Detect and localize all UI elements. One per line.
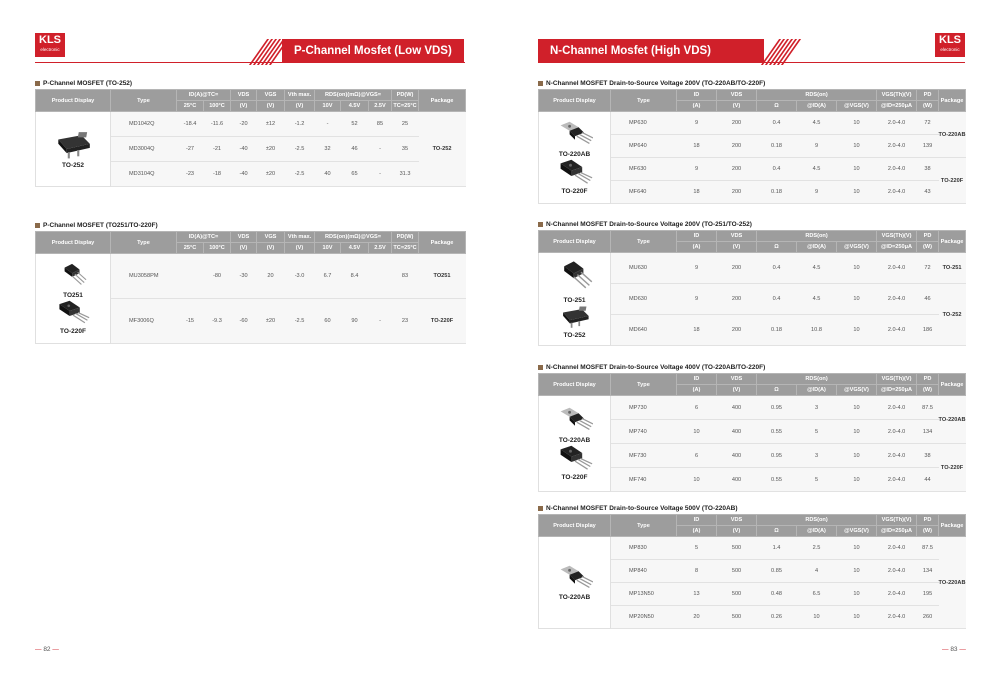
banner-title: P-Channel Mosfet (Low VDS) bbox=[294, 45, 452, 57]
package-cell: TO-220AB bbox=[939, 112, 966, 158]
package-image: TO-220AB TO-220F bbox=[539, 396, 611, 492]
package-cell: TO-220AB bbox=[939, 537, 966, 629]
type-cell: MF730 bbox=[611, 444, 677, 468]
section-title: N-Channel MOSFET Drain-to-Source Voltage 200V (TO-220AB/TO-220F) bbox=[538, 80, 765, 87]
table-row: MF3006Q -15 -9.3 -60 ±20 -2.5 60 90 - 23 TO-220F bbox=[36, 299, 466, 344]
table-row: MD640 18 200 0.18 10.8 10 2.0-4.0 186 bbox=[539, 315, 966, 346]
col-pd: PD(W) bbox=[392, 90, 419, 101]
table-row: TO-252 MD1042Q -18.4 -11.6 -20 ±12 -1.2 - 52 85 25 TO-252 bbox=[36, 112, 466, 137]
table-row: MD3104Q -23 -18 -40 ±20 -2.5 40 65 - 31.3 bbox=[36, 162, 466, 187]
table-row: MP840 8 500 0.85 4 10 2.0-4.0 134 bbox=[539, 560, 966, 583]
type-cell: MU630 bbox=[611, 253, 677, 284]
type-cell: MP20N50 bbox=[611, 606, 677, 629]
p-channel-to252-table bbox=[35, 89, 466, 187]
col-vds: VDS bbox=[231, 90, 257, 101]
table-row: MP13N50 13 500 0.48 6.5 10 2.0-4.0 195 bbox=[539, 583, 966, 606]
p-channel-to251-table: Product Display Type ID(A)@TC= VDS VGS Vth max. RDS(on)(mΩ)@VGS= PD(W) Package 25°C 100°C (V) (V) (V) 10V 4.5V 2.5V TC=25°C TO251 TO-220F MU3058PM -80 -30 20 -3.0 6.7 8.4 83 TO251 MF3006Q -15 -9.3 -60 ±20 -2.5 60 90 - 23 TO-220F bbox=[35, 231, 466, 344]
table-row: MF740 10 400 0.55 5 10 2.0-4.0 44 bbox=[539, 468, 966, 492]
package-image: TO251 TO-220F bbox=[36, 254, 111, 344]
section-title: N-Channel MOSFET Drain-to-Source Voltage 200V (TO-251/TO-252) bbox=[538, 221, 752, 228]
table-row: TO-220AB TO-220F MP630 9 200 0.4 4.5 10 2.0-4.0 72 TO-220AB bbox=[539, 112, 966, 135]
section-title: N-Channel MOSFET Drain-to-Source Voltage 400V (TO-220AB/TO-220F) bbox=[538, 364, 765, 371]
package-cell: TO-252 bbox=[939, 284, 966, 346]
kls-logo: KLS electronic bbox=[935, 33, 965, 57]
type-cell: MU3058PM bbox=[111, 254, 177, 299]
page-number-left: — 82 — bbox=[35, 646, 59, 653]
kls-logo: KLS electronic bbox=[35, 33, 65, 57]
package-cell: TO251 bbox=[419, 254, 466, 299]
col-vgs: VGS bbox=[257, 90, 285, 101]
section-title: P-Channel MOSFET (TO-252) bbox=[35, 80, 132, 87]
type-cell: MF3006Q bbox=[111, 299, 177, 344]
package-cell: TO-220F bbox=[939, 444, 966, 492]
type-cell: MF640 bbox=[611, 181, 677, 204]
page-banner-left bbox=[282, 39, 464, 63]
package-image bbox=[36, 112, 111, 187]
type-cell: MP830 bbox=[611, 537, 677, 560]
type-cell: MD3104Q bbox=[111, 162, 177, 187]
page-banner-right bbox=[538, 39, 764, 63]
package-cell: TO-251 bbox=[939, 253, 966, 284]
n-channel-table: Product Display Type ID VDS RDS(on) VGS(Th)(V) PD Package (A) (V) Ω @ID(A) @VGS(V) @ID=250μA (W) TO-220AB MP830 5 500 1.4 2.5 10 2.0-4.0 87.5 TO-220AB MP840 8 500 0.85 4 10 2.0-4.0 134 MP13N50 13 500 0.48 6.5 10 2.0-4.0 195 MP20N50 20 500 0.26 10 10 2.0-4.0 260 bbox=[538, 514, 966, 629]
type-cell: MF740 bbox=[611, 468, 677, 492]
table-row: TO-220AB TO-220F MP730 6 400 0.95 3 10 2.0-4.0 87.5 TO-220AB bbox=[539, 396, 966, 420]
col-product: Product Display bbox=[36, 90, 111, 112]
package-image: TO-251 TO-252 bbox=[539, 253, 611, 346]
package-cell: TO-220F bbox=[419, 299, 466, 344]
type-cell: MP630 bbox=[611, 112, 677, 135]
col-package: Package bbox=[419, 90, 466, 112]
type-cell: MP740 bbox=[611, 420, 677, 444]
type-cell: MP640 bbox=[611, 135, 677, 158]
col-rds: RDS(on)(mΩ)@VGS= bbox=[315, 90, 392, 101]
table-row: MF630 9 200 0.4 4.5 10 2.0-4.0 38 TO-220F bbox=[539, 158, 966, 181]
package-image: TO-220AB bbox=[539, 537, 611, 629]
subheader-row: 25°C 100°C (V) (V) (V) 10V 4.5V 2.5V TC=25°C bbox=[36, 101, 466, 112]
section-title: N-Channel MOSFET Drain-to-Source Voltage 500V (TO-220AB) bbox=[538, 505, 738, 512]
col-vth: Vth max. bbox=[285, 90, 315, 101]
table-row: TO251 TO-220F MU3058PM -80 -30 20 -3.0 6.7 8.4 83 TO251 bbox=[36, 254, 466, 299]
type-cell: MD640 bbox=[611, 315, 677, 346]
col-type: Type bbox=[111, 90, 177, 112]
package-image: TO-220AB TO-220F bbox=[539, 112, 611, 204]
table-row: MP740 10 400 0.55 5 10 2.0-4.0 134 bbox=[539, 420, 966, 444]
type-cell: MD630 bbox=[611, 284, 677, 315]
type-cell: MF630 bbox=[611, 158, 677, 181]
table-row: TO-251 TO-252 MU630 9 200 0.4 4.5 10 2.0-4.0 72 TO-251 bbox=[539, 253, 966, 284]
package-cell: TO-252 bbox=[419, 112, 466, 187]
table-row: MP640 18 200 0.18 9 10 2.0-4.0 139 bbox=[539, 135, 966, 158]
table-row: TO-220AB MP830 5 500 1.4 2.5 10 2.0-4.0 87.5 TO-220AB bbox=[539, 537, 966, 560]
table-row: MD3004Q -27 -21 -40 ±20 -2.5 32 46 - 35 bbox=[36, 137, 466, 162]
package-label: TO-252 bbox=[62, 162, 84, 170]
type-cell: MP13N50 bbox=[611, 583, 677, 606]
package-cell: TO-220F bbox=[939, 158, 966, 204]
col-id: ID(A)@TC= bbox=[177, 90, 231, 101]
table-row: MD630 9 200 0.4 4.5 10 2.0-4.0 46 TO-252 bbox=[539, 284, 966, 315]
type-cell: MP840 bbox=[611, 560, 677, 583]
section-title: P-Channel MOSFET (TO251/TO-220F) bbox=[35, 222, 158, 229]
type-cell: MD1042Q bbox=[111, 112, 177, 137]
n-channel-table: Product Display Type ID VDS RDS(on) VGS(Th)(V) PD Package (A) (V) Ω @ID(A) @VGS(V) @ID=250μA (W) TO-220AB TO-220F MP630 9 200 0.4 4.5 10 2.0-4.0 72 TO-220AB MP640 18 200 0.18 9 10 2.0-4.0 139 MF630 9 200 0.4 4.5 10 2.0-4.0 38 TO-220F MF640 18 200 0.18 9 10 2.0-4.0 43 bbox=[538, 89, 966, 204]
type-cell: MP730 bbox=[611, 396, 677, 420]
banner-title: N-Channel Mosfet (High VDS) bbox=[550, 45, 711, 57]
divider bbox=[35, 62, 465, 63]
package-cell: TO-220AB bbox=[939, 396, 966, 444]
n-channel-table: Product Display Type ID VDS RDS(on) VGS(Th)(V) PD Package (A) (V) Ω @ID(A) @VGS(V) @ID=250μA (W) TO-251 TO-252 MU630 9 200 0.4 4.5 10 2.0-4.0 72 TO-251 MD630 9 200 0.4 4.5 10 2.0-4.0 46 TO-252 MD640 18 200 0.18 10.8 10 2.0-4.0 186 bbox=[538, 230, 966, 346]
divider bbox=[538, 62, 965, 63]
banner-stripes bbox=[258, 39, 282, 63]
banner-stripes bbox=[770, 39, 794, 63]
right-page bbox=[500, 0, 1000, 683]
page-number-right: — 83 — bbox=[942, 646, 966, 653]
type-cell: MD3004Q bbox=[111, 137, 177, 162]
n-channel-table: Product Display Type ID VDS RDS(on) VGS(Th)(V) PD Package (A) (V) Ω @ID(A) @VGS(V) @ID=250μA (W) TO-220AB TO-220F MP730 6 400 0.95 3 10 2.0-4.0 87.5 TO-220AB MP740 10 400 0.55 5 10 2.0-4.0 134 MF730 6 400 0.95 3 10 2.0-4.0 38 TO-220F MF740 10 400 0.55 5 10 2.0-4.0 44 bbox=[538, 373, 966, 492]
table-row: MP20N50 20 500 0.26 10 10 2.0-4.0 260 bbox=[539, 606, 966, 629]
table-row: MF640 18 200 0.18 9 10 2.0-4.0 43 bbox=[539, 181, 966, 204]
table-row: MF730 6 400 0.95 3 10 2.0-4.0 38 TO-220F bbox=[539, 444, 966, 468]
